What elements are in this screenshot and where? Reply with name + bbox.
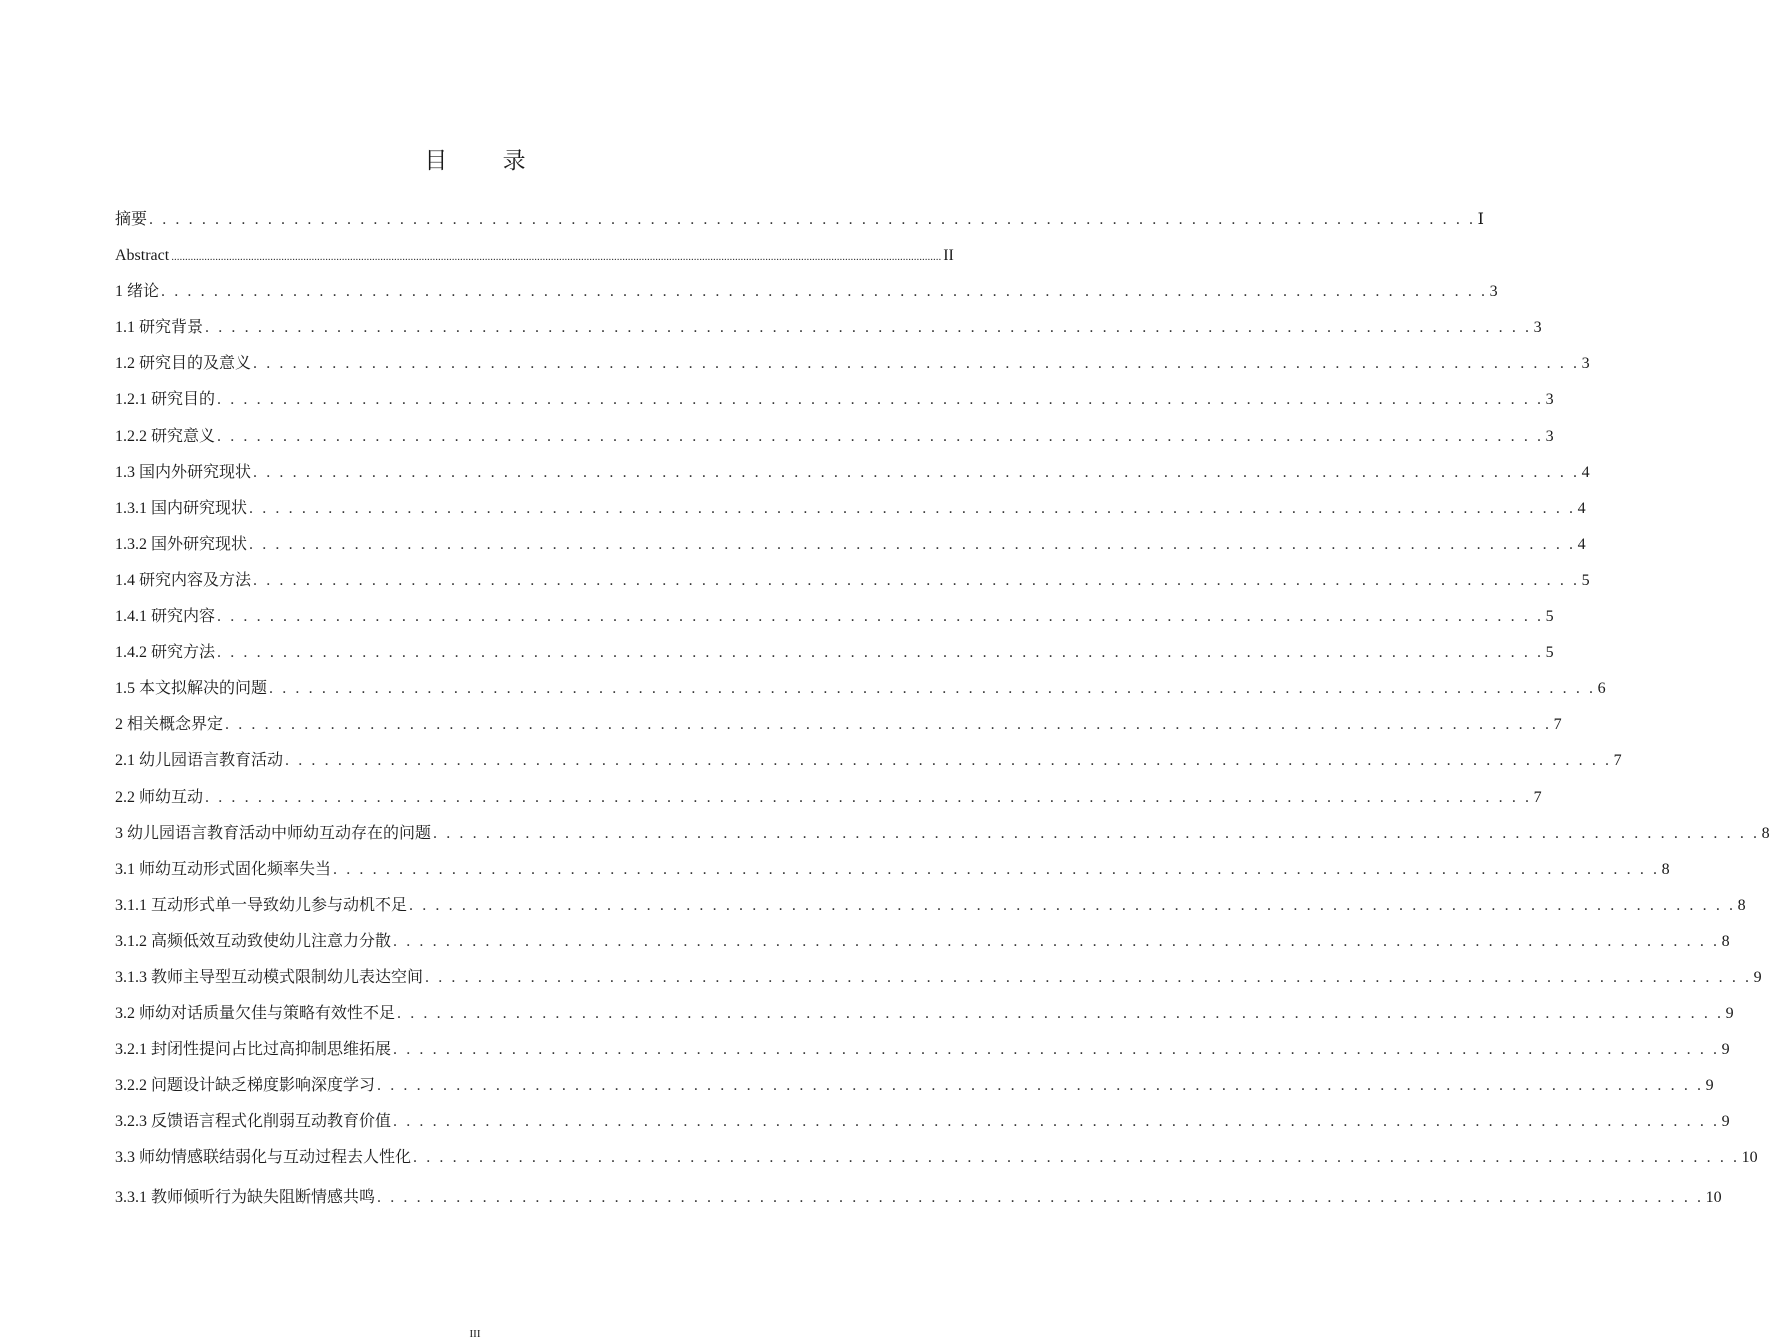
toc-entry-label: 3 幼儿园语言教育活动中师幼互动存在的问题 — [115, 824, 432, 842]
toc-entry — [115, 346, 1590, 382]
toc-entry-page: Ⅰ — [1477, 211, 1484, 228]
toc-entry — [115, 310, 1542, 346]
toc-leader-dots: . . . . . . . . . . . . . . . . . . . . . . . . . . . . . . . . . . . . . . . . . . . . . . . . . . . . . . . . . . . . . . . . . . . . . . . . . . . . . . . . . . . . . . . . . . . . . . . . . . . . . — [433, 824, 1760, 842]
toc-entry-label: 3.1.2 高频低效互动致使幼儿注意力分散 — [115, 932, 392, 950]
toc-entry — [115, 852, 1670, 888]
toc-entry — [115, 635, 1554, 671]
toc-entry — [115, 743, 1622, 779]
toc-entry-page: 9 — [1721, 1113, 1730, 1131]
toc-leader-dots: . . . . . . . . . . . . . . . . . . . . . . . . . . . . . . . . . . . . . . . . . . . . . . . . . . . . . . . . . . . . . . . . . . . . . . . . . . . . . . . . . . . . . . . . . . . . . . . . . . . . . — [269, 680, 1596, 698]
toc-title: 目 录 — [424, 148, 550, 174]
toc-entry-page: 8 — [1737, 896, 1746, 914]
toc-entry-page: 4 — [1577, 535, 1586, 553]
toc-leader-dots: . . . . . . . . . . . . . . . . . . . . . . . . . . . . . . . . . . . . . . . . . . . . . . . . . . . . . . . . . . . . . . . . . . . . . . . . . . . . . . . . . . . . . . . . . . . . . . . . . . . . . — [225, 716, 1552, 734]
toc-leader-dots: . . . . . . . . . . . . . . . . . . . . . . . . . . . . . . . . . . . . . . . . . . . . . . . . . . . . . . . . . . . . . . . . . . . . . . . . . . . . . . . . . . . . . . . . . . . . . . . . . . . . . — [205, 788, 1532, 806]
toc-entry-page: 5 — [1545, 644, 1554, 662]
toc-entry — [115, 527, 1586, 563]
toc-leader-dots: . . . . . . . . . . . . . . . . . . . . . . . . . . . . . . . . . . . . . . . . . . . . . . . . . . . . . . . . . . . . . . . . . . . . . . . . . . . . . . . . . . . . . . . . . . . . . . . . . . . . . — [393, 932, 1720, 950]
toc-leader-dots: ........................................................................................................................................................................................................................................................................................ — [171, 251, 942, 264]
toc-entry-label: 1.4.2 研究方法 — [115, 644, 216, 662]
toc-entry-label: 1.1 研究背景 — [115, 319, 204, 337]
toc-leader-dots: . . . . . . . . . . . . . . . . . . . . . . . . . . . . . . . . . . . . . . . . . . . . . . . . . . . . . . . . . . . . . . . . . . . . . . . . . . . . . . . . . . . . . . . . . . . . . . . . . . . . . — [409, 896, 1736, 914]
toc-leader-dots: . . . . . . . . . . . . . . . . . . . . . . . . . . . . . . . . . . . . . . . . . . . . . . . . . . . . . . . . . . . . . . . . . . . . . . . . . . . . . . . . . . . . . . . . . . . . . . . . . . . . . — [253, 463, 1580, 481]
toc-entry — [115, 924, 1730, 960]
toc-entry-label: 3.1 师幼互动形式固化频率失当 — [115, 860, 332, 878]
toc-entry-label: 1.3 国内外研究现状 — [115, 463, 252, 481]
toc-entry — [115, 960, 1762, 996]
page-number: III — [469, 1328, 481, 1340]
toc-entry-label: 3.1.1 互动形式单一导致幼儿参与动机不足 — [115, 896, 408, 914]
toc-entry-label: 3.3 师幼情感联结弱化与互动过程去人性化 — [115, 1149, 412, 1167]
toc-entry — [115, 1104, 1730, 1140]
toc-entry-label: 1.4.1 研究内容 — [115, 608, 216, 626]
toc-entry-label: 1.4 研究内容及方法 — [115, 571, 252, 589]
toc-leader-dots: . . . . . . . . . . . . . . . . . . . . . . . . . . . . . . . . . . . . . . . . . . . . . . . . . . . . . . . . . . . . . . . . . . . . . . . . . . . . . . . . . . . . . . . . . . . . . . . . . . . . . — [253, 571, 1580, 589]
toc-entry — [115, 780, 1542, 816]
toc-entry — [115, 202, 1484, 238]
toc-entry-label: 1.2.2 研究意义 — [115, 427, 216, 445]
toc-entry-page: 7 — [1533, 788, 1542, 806]
toc-leader-dots: . . . . . . . . . . . . . . . . . . . . . . . . . . . . . . . . . . . . . . . . . . . . . . . . . . . . . . . . . . . . . . . . . . . . . . . . . . . . . . . . . . . . . . . . . . . . . . . . . . . . . — [413, 1149, 1740, 1167]
toc-entry — [115, 1032, 1730, 1068]
toc-entry-label: 摘要 — [115, 211, 148, 228]
toc-entry-page: 10 — [1741, 1149, 1758, 1167]
toc-entry — [115, 274, 1498, 310]
toc-entry-page: 6 — [1597, 680, 1606, 698]
toc-entry-page: II — [943, 247, 954, 265]
toc-leader-dots: . . . . . . . . . . . . . . . . . . . . . . . . . . . . . . . . . . . . . . . . . . . . . . . . . . . . . . . . . . . . . . . . . . . . . . . . . . . . . . . . . . . . . . . . . . . . . . . . . . . . . — [397, 1005, 1724, 1023]
toc-leader-dots: . . . . . . . . . . . . . . . . . . . . . . . . . . . . . . . . . . . . . . . . . . . . . . . . . . . . . . . . . . . . . . . . . . . . . . . . . . . . . . . . . . . . . . . . . . . . . . . . . . . . . — [149, 211, 1476, 228]
toc-entry-page: 8 — [1721, 932, 1730, 950]
toc-leader-dots: . . . . . . . . . . . . . . . . . . . . . . . . . . . . . . . . . . . . . . . . . . . . . . . . . . . . . . . . . . . . . . . . . . . . . . . . . . . . . . . . . . . . . . . . . . . . . . . . . . . . . — [393, 1113, 1720, 1131]
toc-leader-dots: . . . . . . . . . . . . . . . . . . . . . . . . . . . . . . . . . . . . . . . . . . . . . . . . . . . . . . . . . . . . . . . . . . . . . . . . . . . . . . . . . . . . . . . . . . . . . . . . . . . . . — [217, 427, 1544, 445]
toc-entry — [115, 707, 1562, 743]
toc-entry — [115, 1140, 1758, 1176]
toc-entry-page: 7 — [1553, 716, 1562, 734]
toc-entry-page: 9 — [1725, 1005, 1734, 1023]
toc-leader-dots: . . . . . . . . . . . . . . . . . . . . . . . . . . . . . . . . . . . . . . . . . . . . . . . . . . . . . . . . . . . . . . . . . . . . . . . . . . . . . . . . . . . . . . . . . . . . . . . . . . . . . — [285, 752, 1612, 770]
toc-entry — [115, 563, 1590, 599]
toc-leader-dots: . . . . . . . . . . . . . . . . . . . . . . . . . . . . . . . . . . . . . . . . . . . . . . . . . . . . . . . . . . . . . . . . . . . . . . . . . . . . . . . . . . . . . . . . . . . . . . . . . . . . . — [217, 608, 1544, 626]
toc-entry-page: 3 — [1489, 283, 1498, 301]
toc-leader-dots: . . . . . . . . . . . . . . . . . . . . . . . . . . . . . . . . . . . . . . . . . . . . . . . . . . . . . . . . . . . . . . . . . . . . . . . . . . . . . . . . . . . . . . . . . . . . . . . . . . . . . — [161, 283, 1488, 301]
toc-entry-label: 3.3.1 教师倾听行为缺失阻断情感共鸣 — [115, 1188, 376, 1206]
toc-entry-page: 10 — [1705, 1188, 1722, 1206]
toc-entry-label: 2.2 师幼互动 — [115, 788, 204, 806]
toc-entry — [115, 1180, 1722, 1216]
toc-leader-dots: . . . . . . . . . . . . . . . . . . . . . . . . . . . . . . . . . . . . . . . . . . . . . . . . . . . . . . . . . . . . . . . . . . . . . . . . . . . . . . . . . . . . . . . . . . . . . . . . . . . . . — [333, 860, 1660, 878]
toc-entry-label: 1.3.2 国外研究现状 — [115, 535, 248, 553]
toc-entry-page: 4 — [1577, 499, 1586, 517]
toc-entry-page: 9 — [1721, 1041, 1730, 1059]
toc-entry — [115, 816, 1770, 852]
toc-entry-page: 4 — [1581, 463, 1590, 481]
toc-leader-dots: . . . . . . . . . . . . . . . . . . . . . . . . . . . . . . . . . . . . . . . . . . . . . . . . . . . . . . . . . . . . . . . . . . . . . . . . . . . . . . . . . . . . . . . . . . . . . . . . . . . . . — [425, 968, 1752, 986]
toc-entry-label: 2.1 幼儿园语言教育活动 — [115, 752, 284, 770]
toc-entry-page: 9 — [1705, 1077, 1714, 1095]
toc-entry-page: 9 — [1753, 968, 1762, 986]
toc-entry-page: 5 — [1581, 571, 1590, 589]
toc-list — [115, 202, 1770, 1216]
toc-entry — [115, 491, 1586, 527]
toc-entry-label: 3.2 师幼对话质量欠佳与策略有效性不足 — [115, 1005, 396, 1023]
toc-entry-label: 3.2.2 问题设计缺乏梯度影响深度学习 — [115, 1077, 376, 1095]
toc-leader-dots: . . . . . . . . . . . . . . . . . . . . . . . . . . . . . . . . . . . . . . . . . . . . . . . . . . . . . . . . . . . . . . . . . . . . . . . . . . . . . . . . . . . . . . . . . . . . . . . . . . . . . — [253, 355, 1580, 373]
toc-entry-label: Abstract — [115, 247, 170, 265]
toc-entry-label: 1.5 本文拟解决的问题 — [115, 680, 268, 698]
toc-entry — [115, 671, 1606, 707]
toc-leader-dots: . . . . . . . . . . . . . . . . . . . . . . . . . . . . . . . . . . . . . . . . . . . . . . . . . . . . . . . . . . . . . . . . . . . . . . . . . . . . . . . . . . . . . . . . . . . . . . . . . . . . . — [377, 1188, 1704, 1206]
toc-entry — [115, 455, 1590, 491]
toc-entry — [115, 996, 1734, 1032]
toc-entry-label: 1.2 研究目的及意义 — [115, 355, 252, 373]
toc-entry-label: 3.2.1 封闭性提问占比过高抑制思维拓展 — [115, 1041, 392, 1059]
toc-entry — [115, 419, 1554, 455]
toc-entry-page: 3 — [1545, 391, 1554, 409]
toc-entry-page: 3 — [1545, 427, 1554, 445]
toc-entry-page: 5 — [1545, 608, 1554, 626]
toc-leader-dots: . . . . . . . . . . . . . . . . . . . . . . . . . . . . . . . . . . . . . . . . . . . . . . . . . . . . . . . . . . . . . . . . . . . . . . . . . . . . . . . . . . . . . . . . . . . . . . . . . . . . . — [393, 1041, 1720, 1059]
toc-entry — [115, 382, 1554, 418]
toc-entry-label: 3.2.3 反馈语言程式化削弱互动教育价值 — [115, 1113, 392, 1131]
toc-leader-dots: . . . . . . . . . . . . . . . . . . . . . . . . . . . . . . . . . . . . . . . . . . . . . . . . . . . . . . . . . . . . . . . . . . . . . . . . . . . . . . . . . . . . . . . . . . . . . . . . . . . . . — [217, 644, 1544, 662]
toc-entry-page: 3 — [1581, 355, 1590, 373]
toc-entry-label: 3.1.3 教师主导型互动模式限制幼儿表达空间 — [115, 968, 424, 986]
toc-entry — [115, 1068, 1714, 1104]
toc-entry-page: 3 — [1533, 319, 1542, 337]
toc-leader-dots: . . . . . . . . . . . . . . . . . . . . . . . . . . . . . . . . . . . . . . . . . . . . . . . . . . . . . . . . . . . . . . . . . . . . . . . . . . . . . . . . . . . . . . . . . . . . . . . . . . . . . — [249, 535, 1576, 553]
toc-entry-label: 1 绪论 — [115, 283, 160, 301]
toc-entry-page: 7 — [1613, 752, 1622, 770]
toc-entry-page: 8 — [1661, 860, 1670, 878]
toc-entry-label: 1.3.1 国内研究现状 — [115, 499, 248, 517]
toc-leader-dots: . . . . . . . . . . . . . . . . . . . . . . . . . . . . . . . . . . . . . . . . . . . . . . . . . . . . . . . . . . . . . . . . . . . . . . . . . . . . . . . . . . . . . . . . . . . . . . . . . . . . . — [249, 499, 1576, 517]
toc-entry-page: 8 — [1761, 824, 1770, 842]
toc-entry-label: 1.2.1 研究目的 — [115, 391, 216, 409]
toc-entry — [115, 599, 1554, 635]
toc-entry — [115, 888, 1746, 924]
toc-entry-label: 2 相关概念界定 — [115, 716, 224, 734]
toc-leader-dots: . . . . . . . . . . . . . . . . . . . . . . . . . . . . . . . . . . . . . . . . . . . . . . . . . . . . . . . . . . . . . . . . . . . . . . . . . . . . . . . . . . . . . . . . . . . . . . . . . . . . . — [217, 391, 1544, 409]
toc-entry — [115, 238, 954, 274]
toc-leader-dots: . . . . . . . . . . . . . . . . . . . . . . . . . . . . . . . . . . . . . . . . . . . . . . . . . . . . . . . . . . . . . . . . . . . . . . . . . . . . . . . . . . . . . . . . . . . . . . . . . . . . . — [205, 319, 1532, 337]
toc-leader-dots: . . . . . . . . . . . . . . . . . . . . . . . . . . . . . . . . . . . . . . . . . . . . . . . . . . . . . . . . . . . . . . . . . . . . . . . . . . . . . . . . . . . . . . . . . . . . . . . . . . . . . — [377, 1077, 1704, 1095]
